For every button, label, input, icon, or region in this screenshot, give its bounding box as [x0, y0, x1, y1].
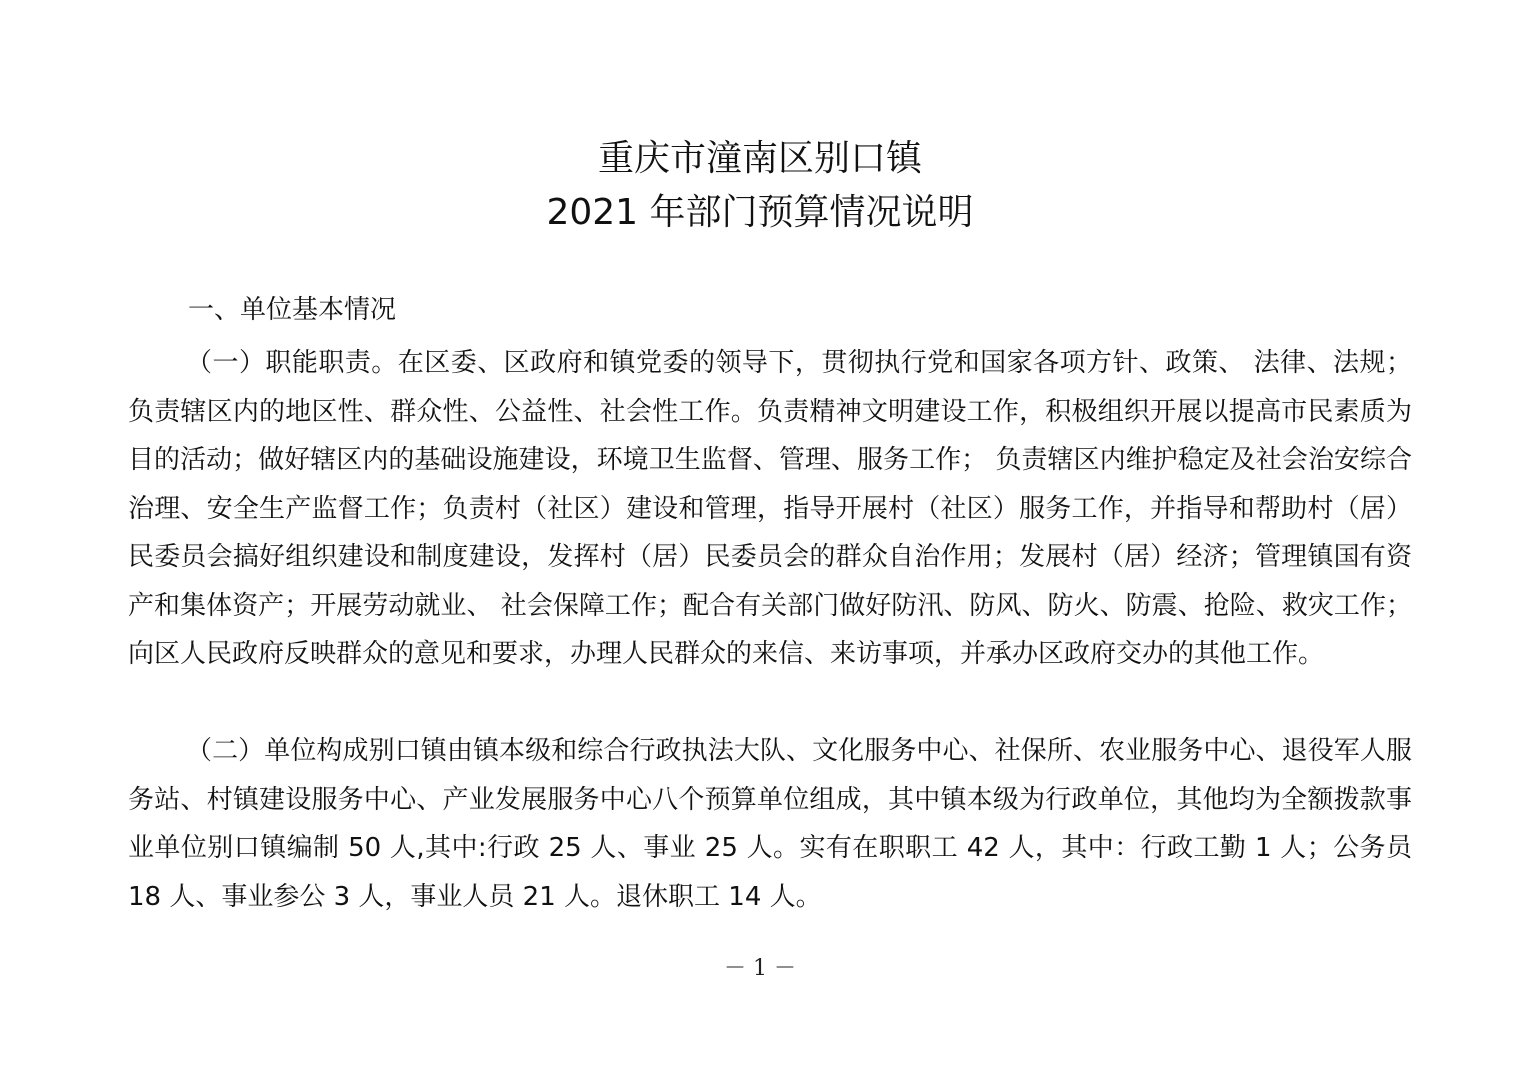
document-title-line2: 2021 年部门预算情况说明 — [546, 192, 974, 233]
paragraph-composition: （二）单位构成别口镇由镇本级和综合行政执法大队、文化服务中心、社保所、农业服务中心、退役军人服务站、村镇建设服务中心、产业发展服务中心八个预算单位组成，其中镇本级为行政单位，其他均为全额拨款事业单位别口镇编制 50 人,其中:行政 25 人、事业 25 人。实有在职职工 42 人，其中：行政工勤 1 人；公务员 18 人、事业参公 3 人，事业人员 21 人。退休职工 14 人。 — [128, 736, 1412, 912]
paragraph-duties: （一）职能职责。在区委、区政府和镇党委的领导下，贯彻执行党和国家各项方针、政策、 法律、法规；负责辖区内的地区性、群众性、公益性、社会性工作。负责精神文明建设工作，积极组织开展以提高市民素质为目的活动；做好辖区内的基础设施建设，环境卫生监督、管理、服务工作； 负责辖区内维护稳定及社会治安综合治理、安全生产监督工作；负责村（社区）建设和管理，指导开展村（社区）服务工作，并指导和帮助村（居）民委员会搞好组织建设和制度建设，发挥村（居）民委员会的群众自治作用；发展村（居）经济；管理镇国有资产和集体资产；开展劳动就业、 社会保障工作；配合有关部门做好防汛、防风、防火、防震、抢险、救灾工作；向区人民政府反映群众的意见和要求，办理人民群众的来信、来访事项，并承办区政府交办的其他工作。 — [128, 348, 1412, 669]
page-number: － 1 － — [724, 956, 796, 981]
section-heading: 一、单位基本情况 — [188, 295, 397, 325]
document-title-line1: 重庆市潼南区别口镇 — [597, 138, 922, 179]
